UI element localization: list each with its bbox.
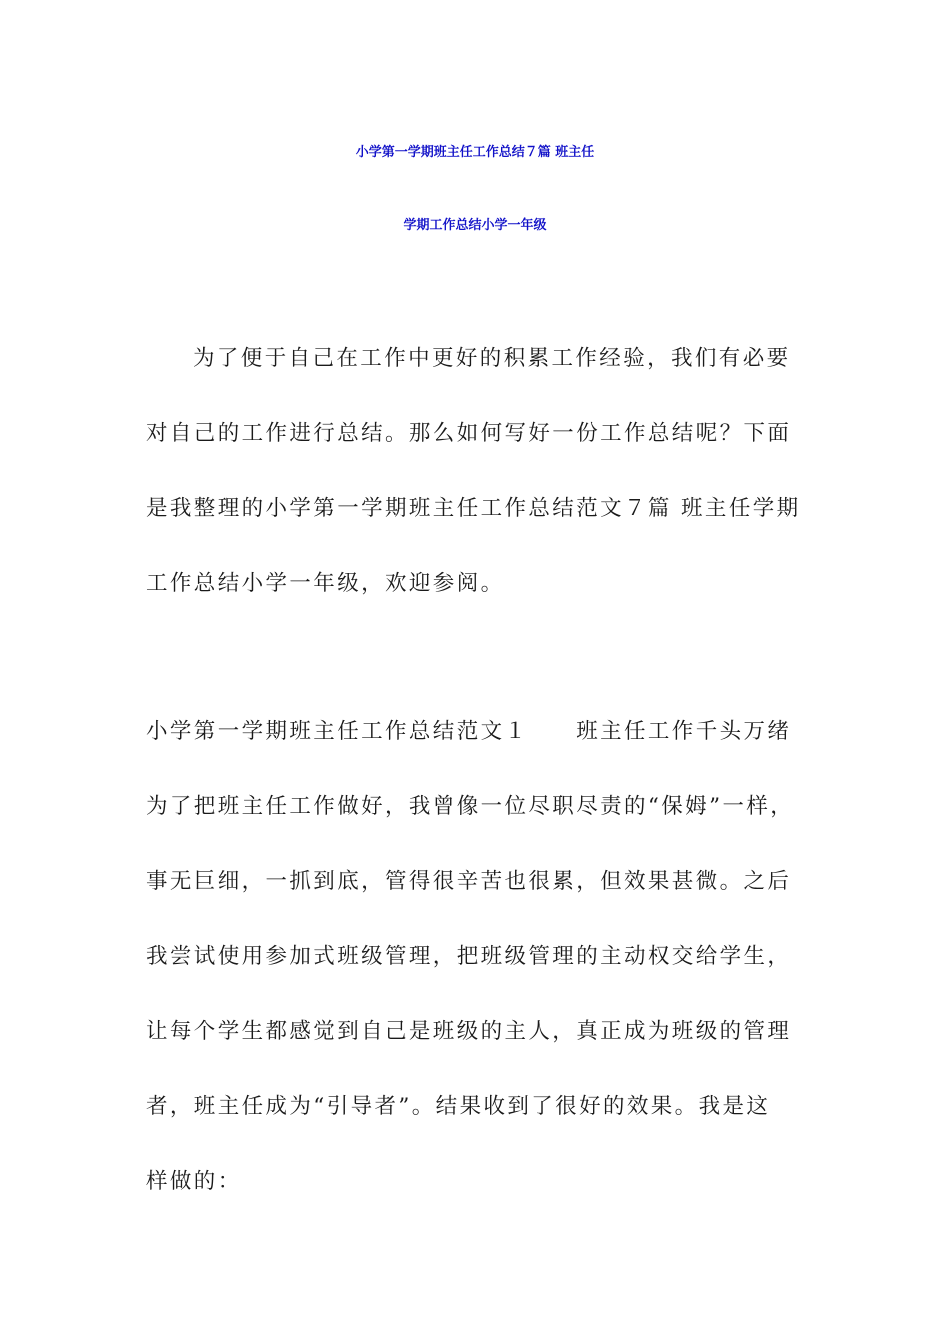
section-1-line-1: 小学第一学期班主任工作总结范文１ 班主任工作千头万绪 (146, 719, 792, 744)
section-1-line-4: 我尝试使用参加式班级管理，把班级管理的主动权交给学生， (146, 944, 792, 969)
section-1-line-5: 让每个学生都感觉到自己是班级的主人，真正成为班级的管理 (146, 1019, 792, 1044)
intro-line-1: 为了便于自己在工作中更好的积累工作经验，我们有必要 (193, 346, 791, 371)
section-1-line-7: 样做的： (146, 1169, 242, 1194)
intro-line-4: 工作总结小学一年级，欢迎参阅。 (146, 571, 505, 596)
section-1-line-2: 为了把班主任工作做好，我曾像一位尽职尽责的“保姆”一样， (146, 794, 795, 819)
section-1-line-3: 事无巨细，一抓到底，管得很辛苦也很累，但效果甚微。之后 (146, 869, 792, 894)
intro-line-2: 对自己的工作进行总结。那么如何写好一份工作总结呢？下面 (146, 421, 792, 446)
document-title-line-2: 学期工作总结小学一年级 (403, 218, 547, 233)
document-title-line-1: 小学第一学期班主任工作总结７篇 班主任 (355, 145, 595, 160)
intro-line-3: 是我整理的小学第一学期班主任工作总结范文７篇 班主任学期 (146, 496, 801, 521)
section-1-line-6: 者，班主任成为“引导者”。结果收到了很好的效果。我是这 (146, 1094, 771, 1119)
